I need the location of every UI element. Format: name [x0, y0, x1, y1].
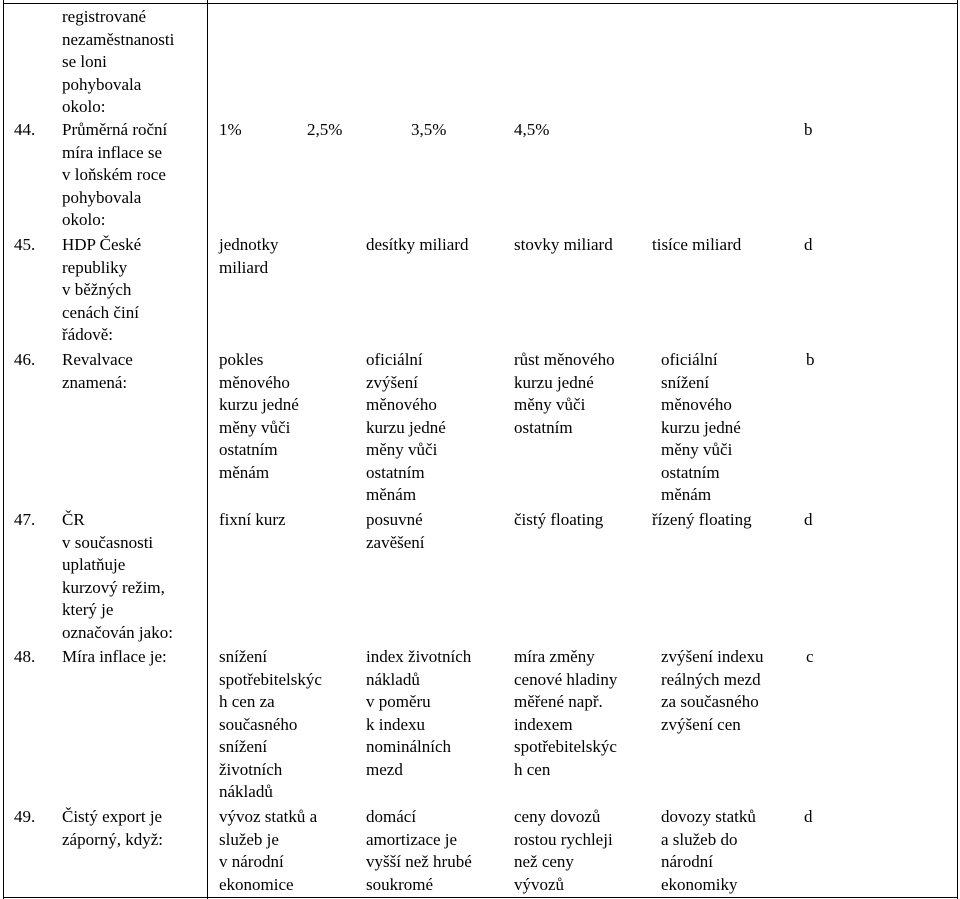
- answer-key: d: [804, 510, 813, 529]
- question-number: 45.: [14, 235, 36, 254]
- option-c: čistý floating: [514, 510, 604, 529]
- answer-key: d: [804, 807, 813, 826]
- option-a: vývoz statků a služeb je v národní ekonomice: [219, 807, 318, 894]
- option-a: fixní kurz: [219, 510, 286, 529]
- option-d: tisíce miliard: [652, 235, 742, 254]
- option-c: ceny dovozů rostou rychleji než ceny vývozů: [514, 807, 613, 894]
- question-text: Čistý export je záporný, když:: [62, 807, 164, 849]
- table-divider-question: [207, 0, 208, 899]
- question-number: 46.: [14, 350, 36, 369]
- question-number: 49.: [14, 807, 36, 826]
- question-text-fragment: registrované nezaměstnanosti se loni pohybovala okolo:: [62, 7, 175, 116]
- option-d: 4,5%: [514, 120, 550, 139]
- table-border-bottom: [3, 897, 958, 898]
- option-c: míra změny cenové hladiny měřené např. indexem spotřebitelskýc h cen: [514, 647, 618, 779]
- answer-key: b: [804, 120, 813, 139]
- option-b: 2,5%: [307, 120, 343, 139]
- table-border-right: [957, 0, 958, 899]
- option-a: 1%: [219, 120, 242, 139]
- option-b: desítky miliard: [366, 235, 469, 254]
- option-a: snížení spotřebitelskýc h cen za současného snížení životních nákladů: [219, 647, 322, 801]
- question-number: 44.: [14, 120, 36, 139]
- option-d: řízený floating: [652, 510, 752, 529]
- option-b: domácí amortizace je vyšší než hrubé soukromé: [366, 807, 472, 894]
- option-d: dovozy statků a služeb do národní ekonomiky: [661, 807, 756, 894]
- question-text: Revalvace znamená:: [62, 350, 133, 392]
- table-border-top: [3, 3, 958, 4]
- option-a: jednotky miliard: [219, 235, 279, 277]
- option-b: oficiální zvýšení měnového kurzu jedné měny vůči ostatním měnám: [366, 350, 446, 504]
- option-d: zvýšení indexu reálných mezd za současného zvýšení cen: [661, 647, 764, 734]
- answer-key: c: [806, 647, 814, 666]
- question-text: HDP České republiky v běžných cenách činí řádově:: [62, 235, 142, 344]
- question-text: Míra inflace je:: [62, 647, 167, 666]
- answer-key: b: [806, 350, 815, 369]
- option-c: stovky miliard: [514, 235, 613, 254]
- option-d: oficiální snížení měnového kurzu jedné měny vůči ostatním měnám: [661, 350, 741, 504]
- question-number: 47.: [14, 510, 36, 529]
- question-text: Průměrná roční míra inflace se v loňském roce pohybovala okolo:: [62, 120, 168, 229]
- option-a: pokles měnového kurzu jedné měny vůči ostatním měnám: [219, 350, 299, 482]
- answer-key: d: [804, 235, 813, 254]
- option-c: 3,5%: [411, 120, 447, 139]
- option-b: posuvné zavěšení: [366, 510, 425, 552]
- table-border-left: [3, 0, 4, 899]
- question-text: ČR v současnosti uplatňuje kurzový režim, který je označován jako:: [62, 510, 173, 642]
- question-number: 48.: [14, 647, 36, 666]
- option-c: růst měnového kurzu jedné měny vůči ostatním: [514, 350, 615, 437]
- option-b: index životních nákladů v poměru k indexu nominálních mezd: [366, 647, 472, 779]
